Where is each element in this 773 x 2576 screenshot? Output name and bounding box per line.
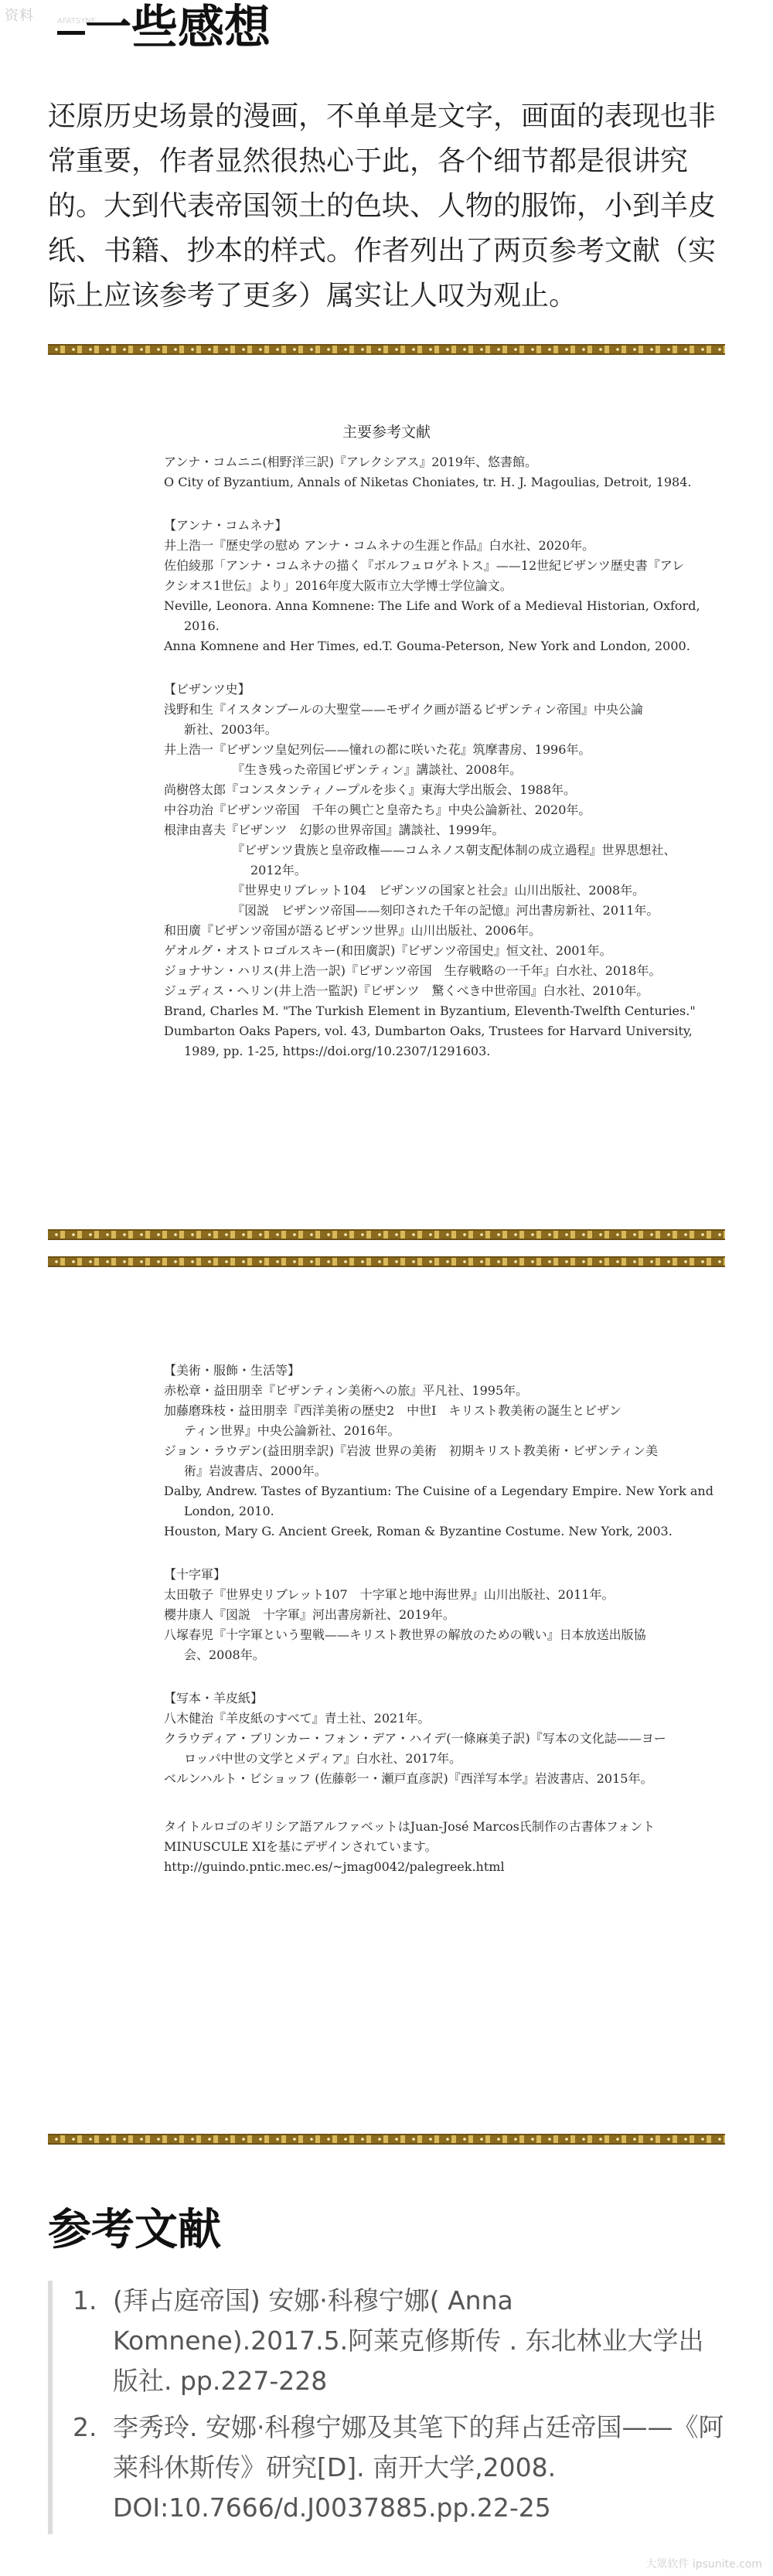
ornament-divider-2 <box>48 1229 725 1240</box>
scan-reference-line: 八木健治『羊皮紙のすべて』青土社、2021年。 <box>164 1711 431 1726</box>
scan-reference-line: 櫻井康人『図説 十字軍』河出書房新社、2019年。 <box>164 1607 455 1622</box>
scan-reference-line: ジュディス・ヘリン(井上浩一監訳)『ビザンツ 驚くべき中世帝国』白水社、2010年。 <box>164 983 649 998</box>
scan-reference-line: ロッパ中世の文学とメディア』白水社、2017年。 <box>184 1751 462 1766</box>
scan-reference-line: 佐伯綾那「アンナ・コムネナの描く『ボルフュロゲネトス』——12世紀ビザンツ歴史書『アレ <box>164 558 685 573</box>
scan-reference-line: クシオス1世伝』より」2016年度大阪市立大学博士学位論文。 <box>164 578 512 593</box>
scan-reference-line: 井上浩一『歴史学の慰め アンナ・コムネナの生涯と作品』白水社、2020年。 <box>164 538 595 553</box>
ornament-divider-3 <box>48 1256 725 1267</box>
scan-reference-line: アンナ・コムニニ(相野洋三訳)『アレクシアス』2019年、悠書館。 <box>164 455 537 469</box>
scan-reference-line: 『世界史リブレット104 ビザンツの国家と社会』山川出版社、2008年。 <box>232 883 645 898</box>
scan-reference-line: 【アンナ・コムネナ】 <box>164 518 288 533</box>
scan-reference-line: 太田敬子『世界史リブレット107 十字軍と地中海世界』山川出版社、2011年。 <box>164 1587 615 1602</box>
scan-reference-line: 尚樹啓太郎『コンスタンティノープルを歩く』東海大学出版会、1988年。 <box>164 782 577 797</box>
scan-reference-line: Brand, Charles M. "The Turkish Element in Byzantium, Eleventh-Twelfth Centuries." <box>164 1003 696 1018</box>
scan-reference-line: 【ビザンツ史】 <box>164 682 250 697</box>
scan-reference-line: 【十字軍】 <box>164 1567 226 1582</box>
reference-text: 李秀玲. 安娜·科穆宁娜及其笔下的拜占廷帝国——《阿莱科休斯传》研究[D]. 南开大学,2008. DOI:10.7666/d.J0037885.pp.22-25 <box>113 2412 724 2523</box>
scan-reference-line: 『生き残った帝国ビザンティン』講談社、2008年。 <box>232 762 523 777</box>
scan-reference-line: タイトルロゴのギリシア語アルファベットはJuan-José Marcos氏制作の古書体フォント <box>164 1819 656 1834</box>
scan-reference-line: Dumbarton Oaks Papers, vol. 43, Dumbarton Oaks, Trustees for Harvard University, <box>164 1024 693 1038</box>
scan-reference-line: 【写本・羊皮紙】 <box>164 1691 264 1705</box>
scan-reference-line: 和田廣『ビザンツ帝国が語るビザンツ世界』山川出版社、2006年。 <box>164 923 542 938</box>
section-heading-thoughts: 一些感想 <box>85 1 271 55</box>
reference-item <box>73 2281 728 2401</box>
scan-reference-line: http://guindo.pntic.mec.es/~jmag0042/palegreek.html <box>164 1859 505 1874</box>
scan-reference-line: 1989, pp. 1-25, https://doi.org/10.2307/1291603. <box>184 1044 491 1058</box>
reference-number: 2. <box>73 2412 97 2442</box>
reference-list <box>73 2281 728 2528</box>
scan-reference-line: 『図説 ビザンツ帝国——刻印された千年の記憶』河出書房新社、2011年。 <box>232 903 659 918</box>
watermark-bottom: 大眾软件 ipsunite.com <box>645 2558 762 2571</box>
scan-reference-line: 会、2008年。 <box>184 1647 265 1662</box>
scan-reference-line: Houston, Mary G. Ancient Greek, Roman & Byzantine Costume. New York, 2003. <box>164 1524 673 1538</box>
ornament-divider-4 <box>48 2134 725 2145</box>
scan-reference-line: London, 2010. <box>184 1504 274 1518</box>
scan-reference-line: クラウディア・ブリンカー・フォン・デア・ハイデ(一條麻美子訳)『写本の文化誌——ヨー <box>164 1731 666 1746</box>
scan-reference-line: 【美術・服飾・生活等】 <box>164 1363 301 1378</box>
scan-reference-line: 浅野和生『イスタンブールの大聖堂——モザイク画が語るビザンティン帝国』中央公論 <box>164 702 644 717</box>
scan-reference-line: 根津由喜夫『ビザンツ 幻影の世界帝国』講談社、1999年。 <box>164 823 505 837</box>
watermark-top-small: AFATSYNE <box>57 17 97 26</box>
scan-reference-line: ゲオルグ・オストロゴルスキー(和田廣訳)『ビザンツ帝国史』恒文社、2001年。 <box>164 943 612 958</box>
scan-reference-line: Dalby, Andrew. Tastes of Byzantium: The Cuisine of a Legendary Empire. New York and <box>164 1484 713 1498</box>
scan-reference-line: 2016. <box>184 618 220 633</box>
scan-reference-line: Neville, Leonora. Anna Komnene: The Life and Work of a Medieval Historian, Oxford, <box>164 598 700 613</box>
reference-text: (拜占庭帝国) 安娜·科穆宁娜( Anna Komnene).2017.5.阿莱克修斯传 . 东北林业大学出版社. pp.227-228 <box>113 2285 704 2396</box>
scan-reference-line: 加藤磨珠枝・益田朋幸『西洋美術の歴史2 中世Ⅰ キリスト教美術の誕生とビザン <box>164 1403 621 1418</box>
scan-reference-line: ベルンハルト・ビショッフ (佐藤彰一・瀬戸直彦訳)『西洋写本学』岩波書店、2015年。 <box>164 1771 653 1786</box>
heading-accent-bar <box>57 31 85 35</box>
reference-list-box <box>48 2281 728 2534</box>
scan-page-title: 主要参考文献 <box>342 424 431 441</box>
watermark-top: 资料 <box>5 8 34 24</box>
scan-reference-line: 八塚春児『十字軍という聖戦——キリスト教世界の解放のための戦い』日本放送出版協 <box>164 1627 646 1642</box>
scan-reference-line: ティン世界』中央公論新社、2016年。 <box>184 1423 400 1438</box>
scan-reference-line: ジョン・ラウデン(益田朋幸訳)『岩波 世界の美術 初期キリスト教美術・ビザンティン美 <box>164 1443 659 1458</box>
section-heading-references: 参考文献 <box>48 2205 221 2255</box>
intro-paragraph: 还原历史场景的漫画，不单单是文字，画面的表现也非常重要，作者显然很热心于此，各个细节都是很讲究的。大到代表帝国领土的色块、人物的服饰，小到羊皮纸、书籍、抄本的样式。作者列出了两页参考文献（实际上应该参考了更多）属实让人叹为观止。 <box>48 101 717 312</box>
scan-reference-line: 井上浩一『ビザンツ皇妃列伝——憧れの都に咲いた花』筑摩書房、1996年。 <box>164 742 591 757</box>
reference-item <box>73 2407 728 2528</box>
scan-reference-line: O City of Byzantium, Annals of Niketas Choniates, tr. H. J. Magoulias, Detroit, 1984. <box>164 475 692 489</box>
reference-number: 1. <box>73 2285 97 2315</box>
ornament-divider-1 <box>48 344 725 355</box>
scan-reference-line: ジョナサン・ハリス(井上浩一訳)『ビザンツ帝国 生存戦略の一千年』白水社、2018年。 <box>164 963 662 978</box>
scan-reference-line: 『ビザンツ貴族と皇帝政権——コムネノス朝支配体制の成立過程』世界思想社、 <box>232 843 676 857</box>
scanned-page-2 <box>48 1283 725 2118</box>
scan-reference-line: MINUSCULE XIを基にデザインされています。 <box>164 1839 438 1854</box>
scan-reference-line: 2012年。 <box>250 863 307 877</box>
scan-reference-line: 新社、2003年。 <box>184 722 278 737</box>
scan-reference-line: 中谷功治『ビザンツ帝国 千年の興亡と皇帝たち』中央公論新社、2020年。 <box>164 802 591 817</box>
scan-reference-line: 術』岩波書店、2000年。 <box>184 1463 327 1478</box>
scanned-page-1 <box>48 371 725 1191</box>
scan-reference-line: 赤松章・益田朋幸『ビザンティン美術への旅』平凡社、1995年。 <box>164 1383 529 1398</box>
scan-reference-line: Anna Komnene and Her Times, ed.T. Gouma-Peterson, New York and London, 2000. <box>164 639 690 653</box>
